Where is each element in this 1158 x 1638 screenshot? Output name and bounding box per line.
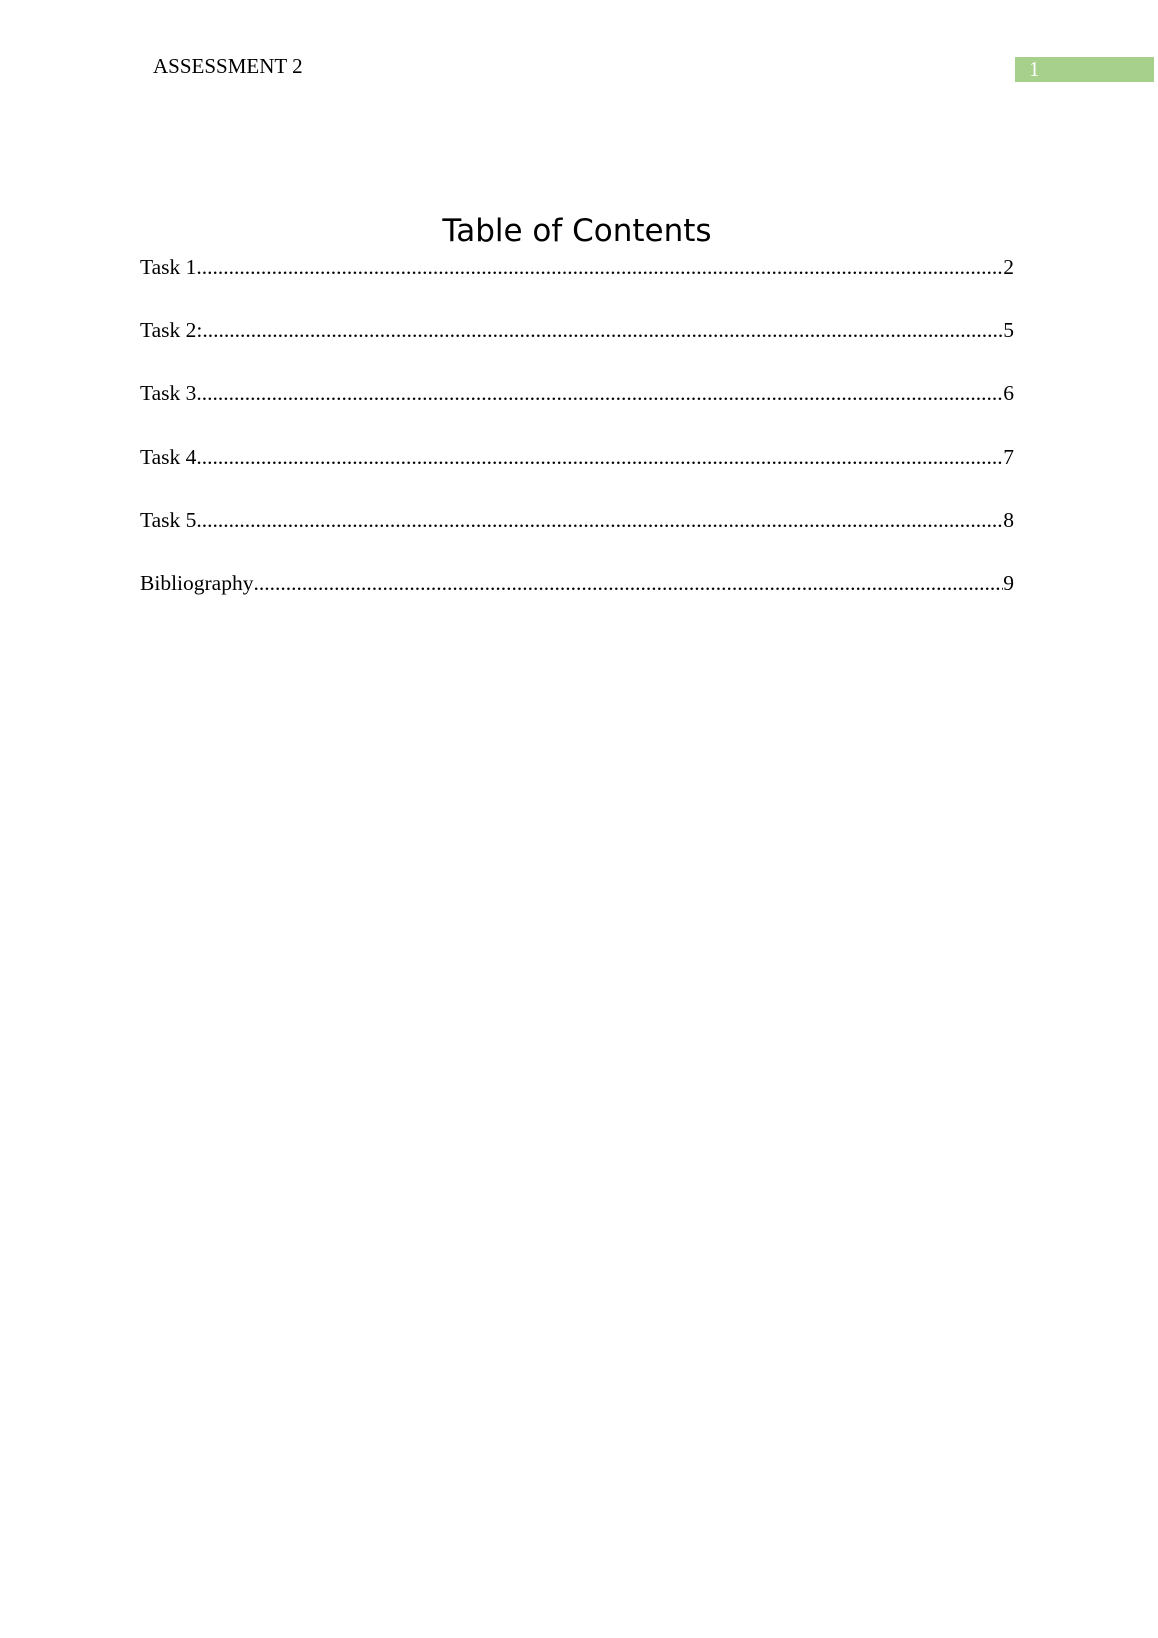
toc-dot-leader bbox=[253, 570, 1003, 597]
toc-entry[interactable] bbox=[140, 507, 1014, 570]
toc-entry-label: Task 4 bbox=[140, 444, 197, 469]
toc-dot-leader bbox=[196, 254, 1003, 281]
toc-entry-page: 2 bbox=[1003, 255, 1014, 279]
toc-dot-leader bbox=[196, 444, 1003, 471]
toc-entry[interactable] bbox=[140, 570, 1014, 633]
toc-list bbox=[140, 254, 1014, 633]
toc-title: Table of Contents bbox=[442, 213, 712, 249]
toc-entry-page: 6 bbox=[1003, 381, 1014, 406]
toc-entry-page: 8 bbox=[1003, 507, 1014, 532]
toc-dot-leader bbox=[196, 380, 1003, 407]
toc-entry[interactable] bbox=[140, 317, 1014, 380]
toc-entry-label: Task 1 bbox=[140, 255, 197, 279]
toc-entry[interactable] bbox=[140, 444, 1014, 507]
toc-entry[interactable] bbox=[140, 380, 1014, 443]
toc-entry-page: 5 bbox=[1003, 318, 1014, 343]
running-head: ASSESSMENT 2 bbox=[153, 54, 303, 78]
toc-entry-page: 9 bbox=[1003, 570, 1014, 595]
page-number-badge bbox=[1015, 57, 1154, 82]
toc-dot-leader bbox=[196, 507, 1003, 534]
toc-entry-page: 7 bbox=[1003, 444, 1014, 469]
toc-entry-label: Task 2: bbox=[140, 318, 203, 343]
toc-dot-leader bbox=[202, 317, 1003, 344]
toc-entry-label: Task 3 bbox=[140, 381, 197, 406]
page-number: 1 bbox=[1029, 57, 1040, 81]
toc-entry-label: Bibliography bbox=[140, 570, 254, 595]
toc-entry-label: Task 5 bbox=[140, 507, 197, 532]
toc-entry[interactable] bbox=[140, 254, 1014, 317]
